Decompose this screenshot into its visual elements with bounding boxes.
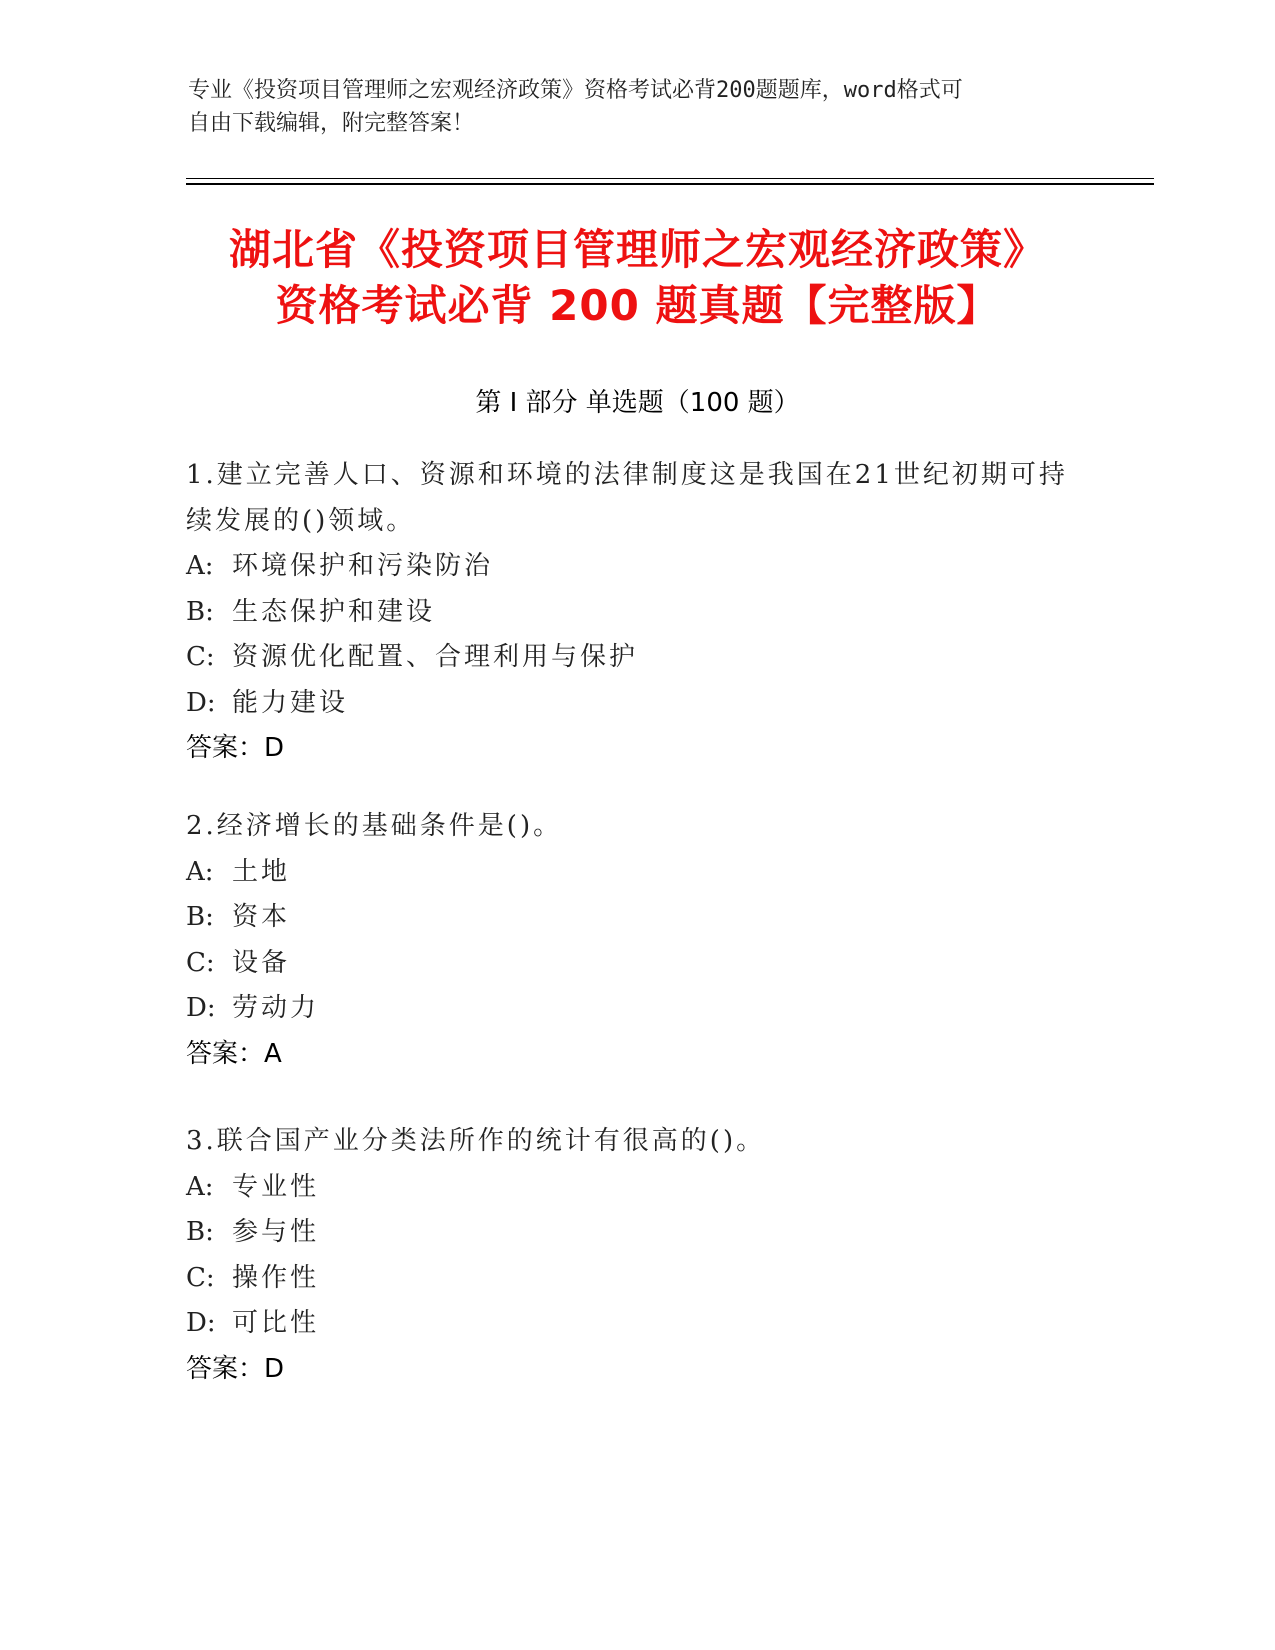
header-divider-thick [186,183,1154,185]
option-text: 能力建设 [232,687,349,718]
option-text: 生态保护和建设 [232,596,436,627]
question-1 [186,453,1086,772]
question-1-option-a [186,544,1086,590]
question-3-option-d [186,1301,1086,1347]
question-1-option-c [186,635,1086,681]
option-letter: C: [186,947,215,978]
option-letter: D: [186,687,216,718]
question-1-answer: 答案：D [186,733,285,763]
document-title-line-2: 资格考试必背 200 题真题【完整版】 [275,281,1000,330]
question-1-option-d [186,681,1086,727]
option-letter: C: [186,642,215,672]
question-3-option-c [186,1256,1086,1302]
question-2 [186,804,1086,1077]
question-2-stem: 2.经济增长的基础条件是()。 [186,811,563,841]
header-note-line-2: 自由下载编辑，附完整答案！ [188,111,475,136]
question-2-option-c [186,941,1086,987]
question-1-stem-line-2: 续发展的()领域。 [186,505,416,536]
option-letter: B: [186,1217,214,1247]
option-letter: B: [186,902,214,932]
header-note-line-1: 专业《投资项目管理师之宏观经济政策》资格考试必背200题题库，word格式可 [188,78,963,103]
header-divider-thin [186,178,1154,179]
question-3-answer: 答案：D [186,1353,285,1384]
option-letter: C: [186,1262,215,1293]
option-text: 土地 [232,856,291,887]
question-3-option-b [186,1210,1086,1256]
option-text: 参与性 [232,1217,320,1247]
option-text: 资源优化配置、合理利用与保护 [232,642,639,672]
question-1-option-b [186,590,1086,636]
option-text: 劳动力 [232,993,320,1023]
section-heading: 第 I 部分 单选题（100 题） [475,388,800,418]
option-text: 环境保护和污染防治 [232,551,494,581]
question-2-option-b [186,895,1086,941]
question-2-option-d [186,986,1086,1032]
document-title-line-1: 湖北省《投资项目管理师之宏观经济政策》 [228,225,1046,274]
option-text: 操作性 [232,1262,320,1293]
option-letter: D: [186,993,216,1023]
question-2-option-a [186,850,1086,896]
question-3-stem: 3.联合国产业分类法所作的统计有很高的()。 [186,1126,766,1156]
question-3-option-a [186,1165,1086,1211]
option-text: 设备 [232,947,291,978]
option-text: 资本 [232,902,291,932]
document-title [130,222,1145,334]
option-text: 专业性 [232,1171,320,1202]
header-note [188,74,1088,140]
question-3 [186,1119,1086,1392]
option-text: 可比性 [232,1308,320,1338]
option-letter: A: [186,551,214,581]
question-1-stem-line-1: 1.建立完善人口、资源和环境的法律制度这是我国在21世纪初期可持 [186,460,1068,490]
option-letter: B: [186,596,214,627]
option-letter: A: [186,856,214,887]
option-letter: A: [186,1171,214,1202]
option-letter: D: [186,1308,216,1338]
question-2-answer: 答案：A [186,1038,282,1069]
